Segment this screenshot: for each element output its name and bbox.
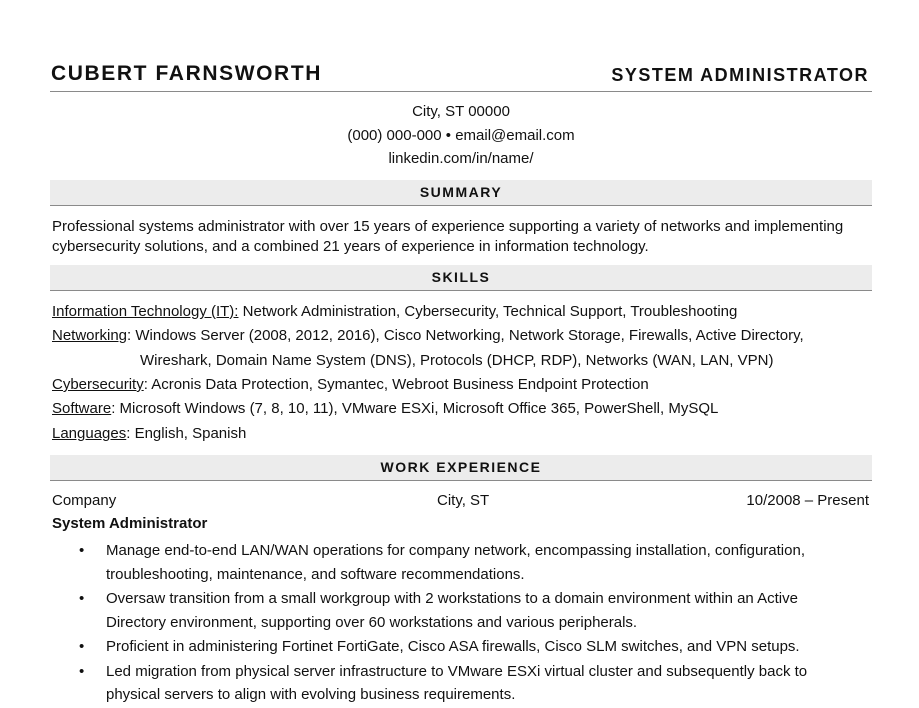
job-bullet-list: [50, 539, 872, 708]
skill-values: Network Administration, Cybersecurity, Technical Support, Troubleshooting: [238, 303, 738, 320]
list-item: [50, 660, 872, 707]
job-company: Company: [52, 492, 117, 509]
summary-heading: SUMMARY: [50, 180, 872, 206]
bullet-icon: •: [79, 638, 85, 655]
job-role: System Administrator: [52, 515, 208, 532]
bullet-text: Proficient in administering Fortinet FortiGate, Cisco ASA firewalls, Cisco SLM switches, and VPN setups.: [106, 638, 800, 655]
list-item: [50, 587, 872, 634]
job-location: City, ST: [437, 492, 490, 509]
job-dates: 10/2008 – Present: [746, 492, 869, 509]
bullet-icon: •: [79, 662, 85, 680]
contact-location: City, ST 00000: [412, 103, 510, 120]
header-divider: [50, 91, 872, 92]
resume-header: [50, 62, 872, 90]
skill-row-software: [52, 399, 872, 419]
list-item: [50, 539, 872, 586]
skill-row-languages: [52, 424, 872, 444]
work-experience-heading: WORK EXPERIENCE: [50, 455, 872, 481]
bullet-icon: •: [79, 590, 85, 607]
skill-row-cybersecurity: [52, 375, 872, 395]
list-item: [50, 635, 872, 659]
job-header-row: [50, 492, 872, 512]
contact-phone-email: (000) 000-000 • email@email.com: [347, 127, 575, 144]
skill-category: Languages: [52, 425, 127, 442]
skill-row-it: [52, 302, 872, 322]
skills-heading: SKILLS: [50, 265, 872, 291]
skill-row-networking: [52, 326, 872, 346]
skill-row-networking-continued: Wireshark, Domain Name System (DNS), Protocols (DHCP, RDP), Networks (WAN, LAN, VPN): [140, 352, 774, 369]
skill-values: : Microsoft Windows (7, 8, 10, 11), VMware ESXi, Microsoft Office 365, PowerShell, MySQL: [111, 400, 719, 417]
skill-category: Software: [52, 400, 112, 417]
resume-page: [50, 0, 872, 703]
skill-values: : English, Spanish: [126, 425, 247, 442]
skill-values: : Acronis Data Protection, Symantec, Webroot Business Endpoint Protection: [143, 376, 649, 393]
bullet-text: Led migration from physical server infrastructure to VMware ESXi virtual cluster and subsequently back to physical servers to align with evolving business requirements.: [106, 662, 808, 703]
skill-category: Cybersecurity: [52, 376, 144, 393]
candidate-name: CUBERT FARNSWORTH: [51, 62, 323, 85]
skill-values: : Windows Server (2008, 2012, 2016), Cisco Networking, Network Storage, Firewalls, Active Directory,: [127, 327, 804, 344]
bullet-icon: •: [79, 542, 85, 559]
candidate-title: SYSTEM ADMINISTRATOR: [611, 65, 869, 85]
contact-linkedin: linkedin.com/in/name/: [388, 150, 534, 167]
summary-text: Professional systems administrator with over 15 years of experience supporting a variety of networks and implementing cybersecurity solutions, and a combined 21 years of experience in information technology.: [52, 218, 844, 255]
skill-category: Networking: [52, 327, 128, 344]
skill-category: Information Technology (IT):: [52, 303, 239, 320]
bullet-text: Oversaw transition from a small workgroup with 2 workstations to a domain environment within an Active Directory environment, supporting over 60 workstations and various peripherals.: [106, 590, 798, 631]
bullet-text: Manage end-to-end LAN/WAN operations for company network, encompassing installation, configuration, troubleshooting, maintenance, and software recommendations.: [106, 542, 805, 583]
